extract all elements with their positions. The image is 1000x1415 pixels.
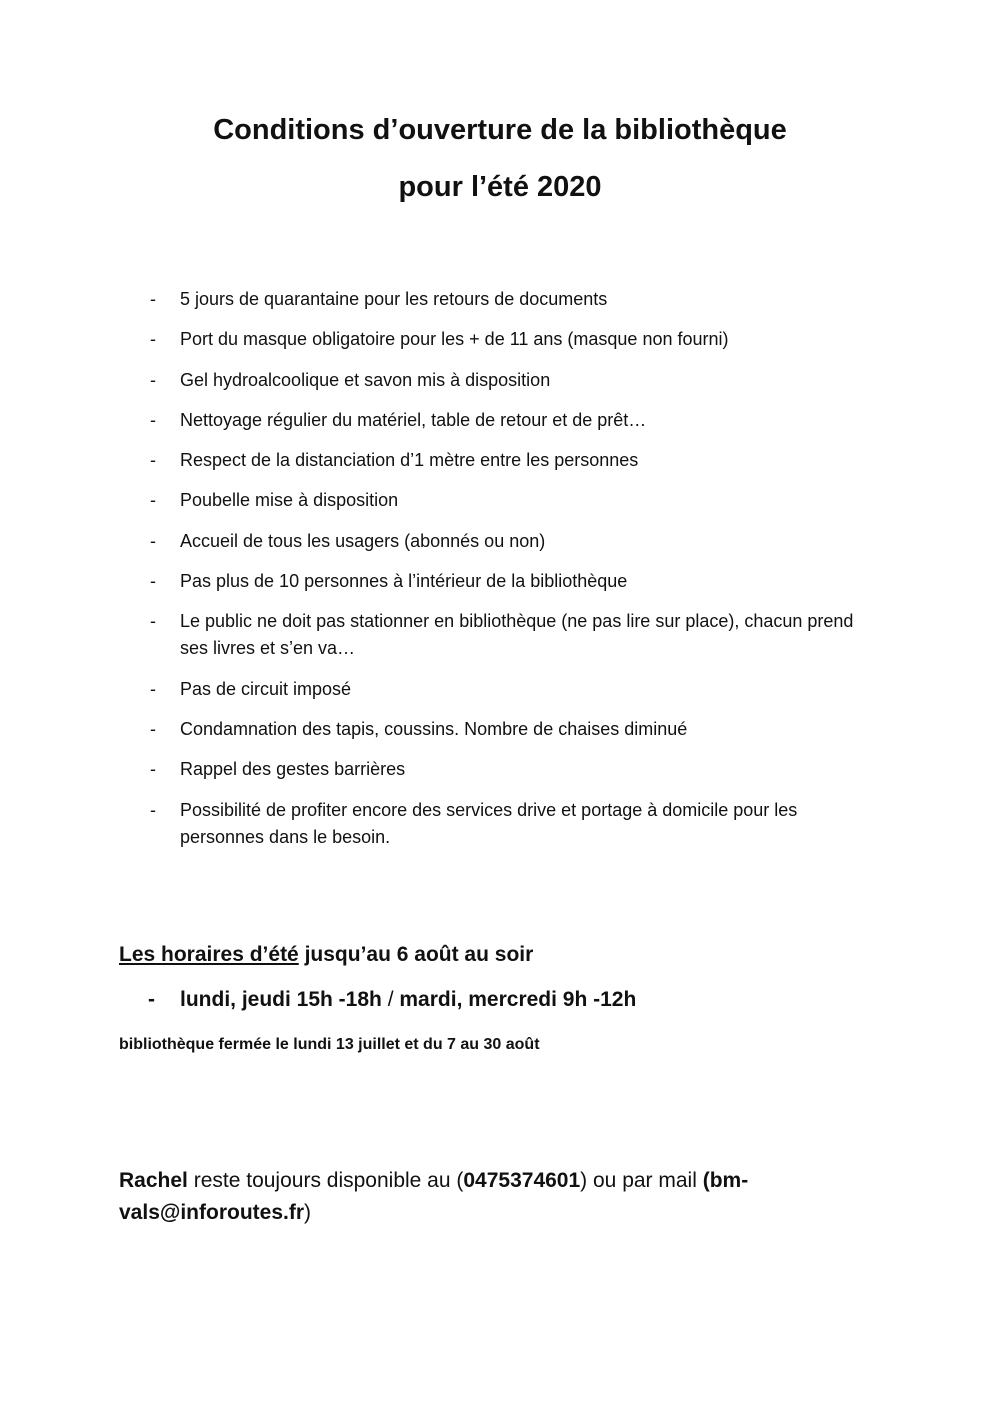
list-item xyxy=(146,487,886,514)
rule-text: Port du masque obligatoire pour les + de 11 ans (masque non fourni) xyxy=(180,329,729,350)
contact-text2: ) ou par mail xyxy=(580,1169,703,1192)
rule-text: Condamnation des tapis, coussins. Nombre de chaises diminué xyxy=(180,718,688,739)
list-item xyxy=(146,797,886,851)
rule-text: Pas plus de 10 personnes à l’intérieur de la bibliothèque xyxy=(180,571,628,592)
page-title-line2: pour l’été 2020 xyxy=(398,171,602,203)
schedule-part2: mardi, mercredi 9h -12h xyxy=(393,988,637,1011)
list-item xyxy=(146,286,886,313)
rule-text: Respect de la distanciation d’1 mètre entre les personnes xyxy=(180,450,639,471)
rule-text: Accueil de tous les usagers (abonnés ou non) xyxy=(180,530,546,551)
contact-text1: reste toujours disponible au ( xyxy=(187,1169,464,1192)
bullet-dash: - xyxy=(148,988,155,1011)
bullet-dash: - xyxy=(150,530,156,551)
rule-text: Poubelle mise à disposition xyxy=(180,490,399,511)
hours-heading-rest: jusqu’au 6 août au soir xyxy=(298,943,534,966)
contact-text3: ) xyxy=(304,1201,312,1224)
bullet-dash: - xyxy=(150,450,156,471)
schedule-part1: lundi, jeudi 15h -18h xyxy=(180,988,388,1011)
contact-paragraph xyxy=(119,1165,799,1229)
rule-text: Rappel des gestes barrières xyxy=(180,759,406,780)
bullet-dash: - xyxy=(150,490,156,511)
list-item xyxy=(146,756,886,783)
list-item xyxy=(146,326,886,353)
rule-text: Nettoyage régulier du matériel, table de retour et de prêt… xyxy=(180,409,647,430)
bullet-dash: - xyxy=(150,759,156,780)
closure-note: bibliothèque fermée le lundi 13 juillet et du 7 au 30 août xyxy=(119,1036,540,1053)
schedule-separator: / xyxy=(387,988,394,1011)
list-item xyxy=(146,528,886,555)
bullet-dash: - xyxy=(150,409,156,430)
contact-name: Rachel xyxy=(119,1169,188,1192)
contact-email: (bm-vals@inforoutes.fr xyxy=(119,1169,749,1224)
page-title-line1: Conditions d’ouverture de la bibliothèque xyxy=(213,114,787,146)
list-item xyxy=(146,407,886,434)
rule-text: Le public ne doit pas stationner en bibliothèque (ne pas lire sur place), chacun prend ses livres et s’en va… xyxy=(180,611,854,659)
bullet-dash: - xyxy=(150,369,156,390)
rule-text: 5 jours de quarantaine pour les retours de documents xyxy=(180,289,608,309)
list-item xyxy=(146,367,886,394)
list-item xyxy=(146,716,886,743)
bullet-dash: - xyxy=(150,329,156,350)
bullet-dash: - xyxy=(150,611,156,632)
hours-heading xyxy=(119,943,533,967)
bullet-dash: - xyxy=(150,678,156,699)
contact-phone: 0475374601 xyxy=(463,1169,581,1192)
bullet-dash: - xyxy=(150,799,156,820)
hours-schedule xyxy=(148,988,636,1012)
bullet-dash: - xyxy=(150,718,156,739)
rule-text: Gel hydroalcoolique et savon mis à disposition xyxy=(180,369,551,390)
bullet-dash: - xyxy=(150,289,156,309)
rule-text: Possibilité de profiter encore des services drive et portage à domicile pour les personnes dans le besoin. xyxy=(180,799,798,847)
list-item xyxy=(146,608,886,662)
list-item xyxy=(146,447,886,474)
list-item xyxy=(146,568,886,595)
bullet-dash: - xyxy=(150,571,156,592)
hours-heading-underlined: Les horaires d’été xyxy=(119,943,299,966)
list-item xyxy=(146,676,886,703)
rules-list xyxy=(146,286,886,864)
rule-text: Pas de circuit imposé xyxy=(180,678,352,699)
